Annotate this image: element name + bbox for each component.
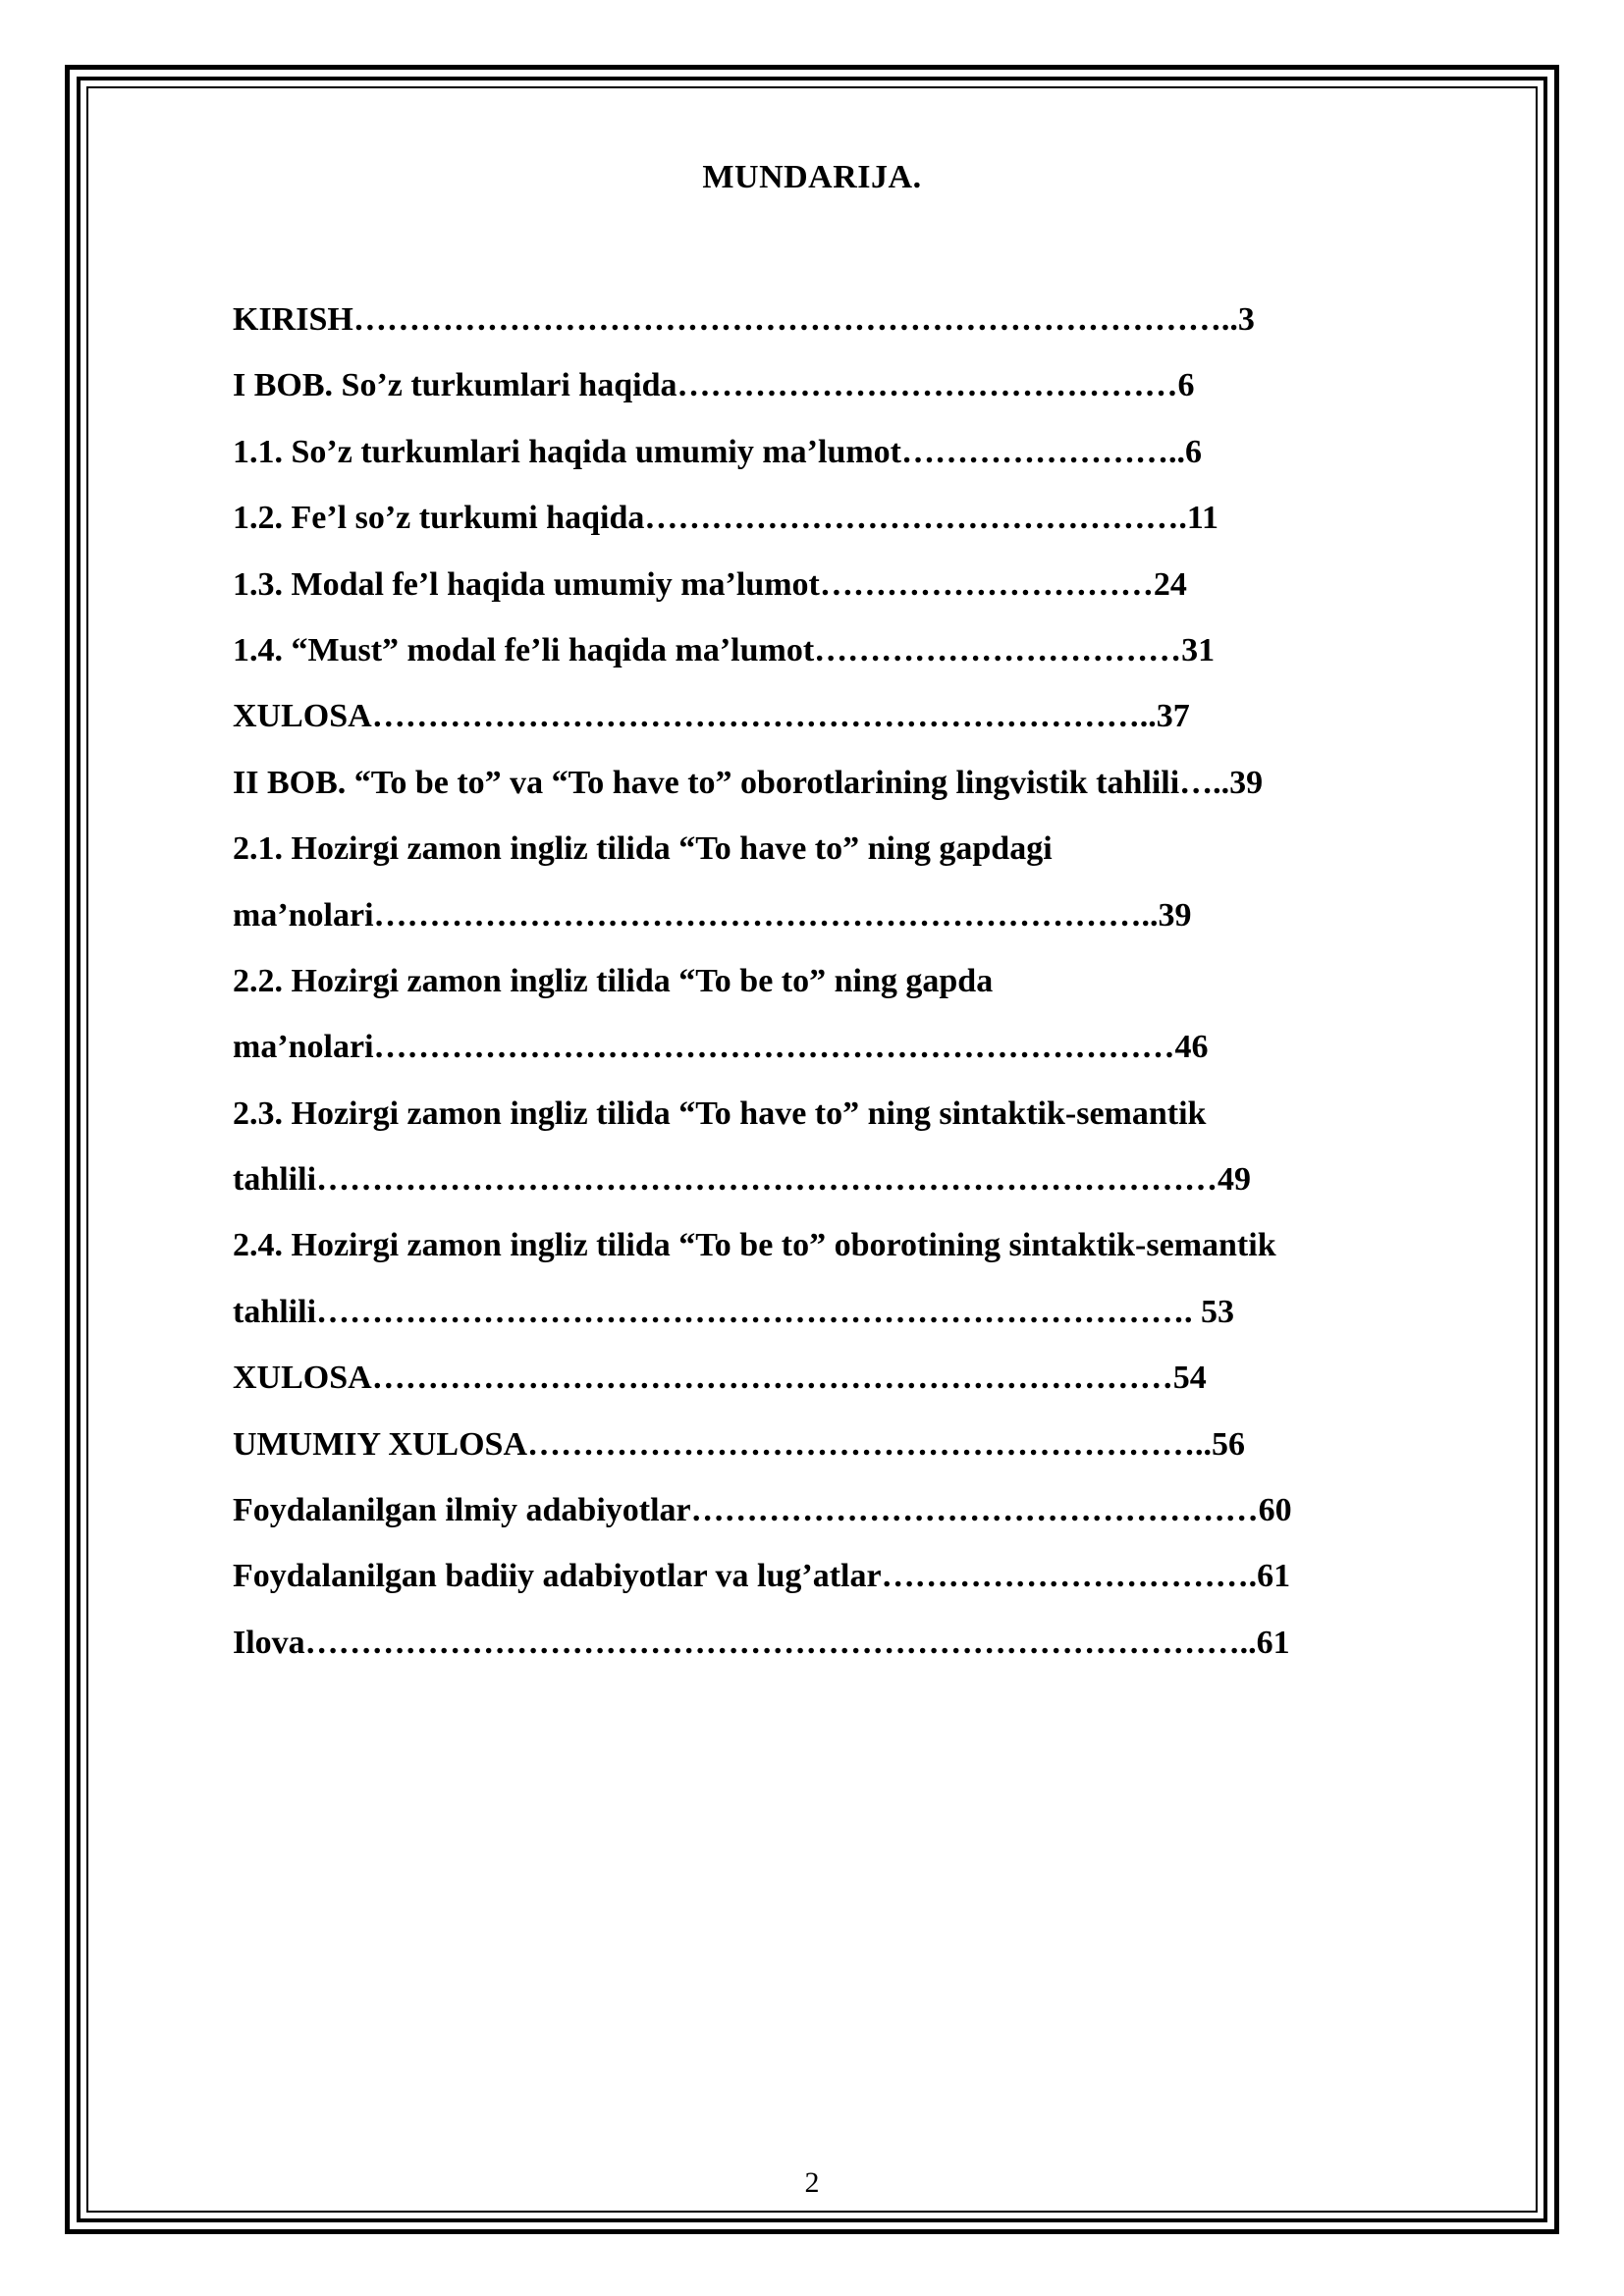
toc-entry-1-4: 1.4. “Must” modal fe’li haqida ma’lumot……………………………31 <box>233 631 1216 668</box>
toc-title: MUNDARIJA. <box>702 159 922 195</box>
toc-entry-chapter-2: II BOB. “To be to” va “To have to” oborotlarining lingvistik tahlili…..39 <box>233 764 1264 801</box>
toc-entry-2-2: 2.2. Hozirgi zamon ingliz tilida “To be to” ning gapda <box>233 962 994 999</box>
toc-entry-1-1: 1.1. So’z turkumlari haqida umumiy ma’lumot……………………..6 <box>233 433 1202 470</box>
toc-entry-xulosa-2: XULOSA………………………………………………………………54 <box>233 1360 1207 1397</box>
toc-entry-2-2-continued: ma’nolari………………………………………………………………46 <box>233 1029 1209 1066</box>
toc-entry-2-1: 2.1. Hozirgi zamon ingliz tilida “To have to” ning gapdagi <box>233 830 1053 868</box>
toc-entry-badiiy-adabiyotlar: Foydalanilgan badiiy adabiyotlar va lug’atlar…………………………….61 <box>233 1558 1291 1595</box>
table-of-contents <box>233 287 1292 1676</box>
toc-entry-ilmiy-adabiyotlar: Foydalanilgan ilmiy adabiyotlar……………………………………………60 <box>233 1492 1292 1529</box>
toc-entry-ilova: Ilova…………………………………………………………………………..61 <box>233 1624 1290 1661</box>
toc-entry-kirish: KIRISH……………………………………………………………………..3 <box>233 301 1255 338</box>
toc-entry-chapter-1: I BOB. So’z turkumlari haqida………………………………………6 <box>233 367 1195 404</box>
page-number: 2 <box>804 2166 820 2199</box>
toc-entry-xulosa-1: XULOSA……………………………………………………………..37 <box>233 698 1190 735</box>
toc-entry-2-4-continued: tahlili……………………………………………………………………. 53 <box>233 1293 1235 1330</box>
toc-entry-umumiy-xulosa: UMUMIY XULOSA……………………………………………………..56 <box>233 1425 1246 1463</box>
toc-entry-2-3: 2.3. Hozirgi zamon ingliz tilida “To have to” ning sintaktik-semantik <box>233 1095 1207 1132</box>
toc-entry-2-1-continued: ma’nolari……………………………………………………………..39 <box>233 896 1192 934</box>
toc-entry-1-3: 1.3. Modal fe’l haqida umumiy ma’lumot…………………………24 <box>233 565 1187 603</box>
toc-entry-2-3-continued: tahlili………………………………………………………………………49 <box>233 1161 1252 1199</box>
toc-entry-2-4: 2.4. Hozirgi zamon ingliz tilida “To be to” oborotining sintaktik-semantik <box>233 1227 1276 1264</box>
toc-entry-1-2: 1.2. Fe’l so’z turkumi haqida………………………………………….11 <box>233 500 1218 537</box>
